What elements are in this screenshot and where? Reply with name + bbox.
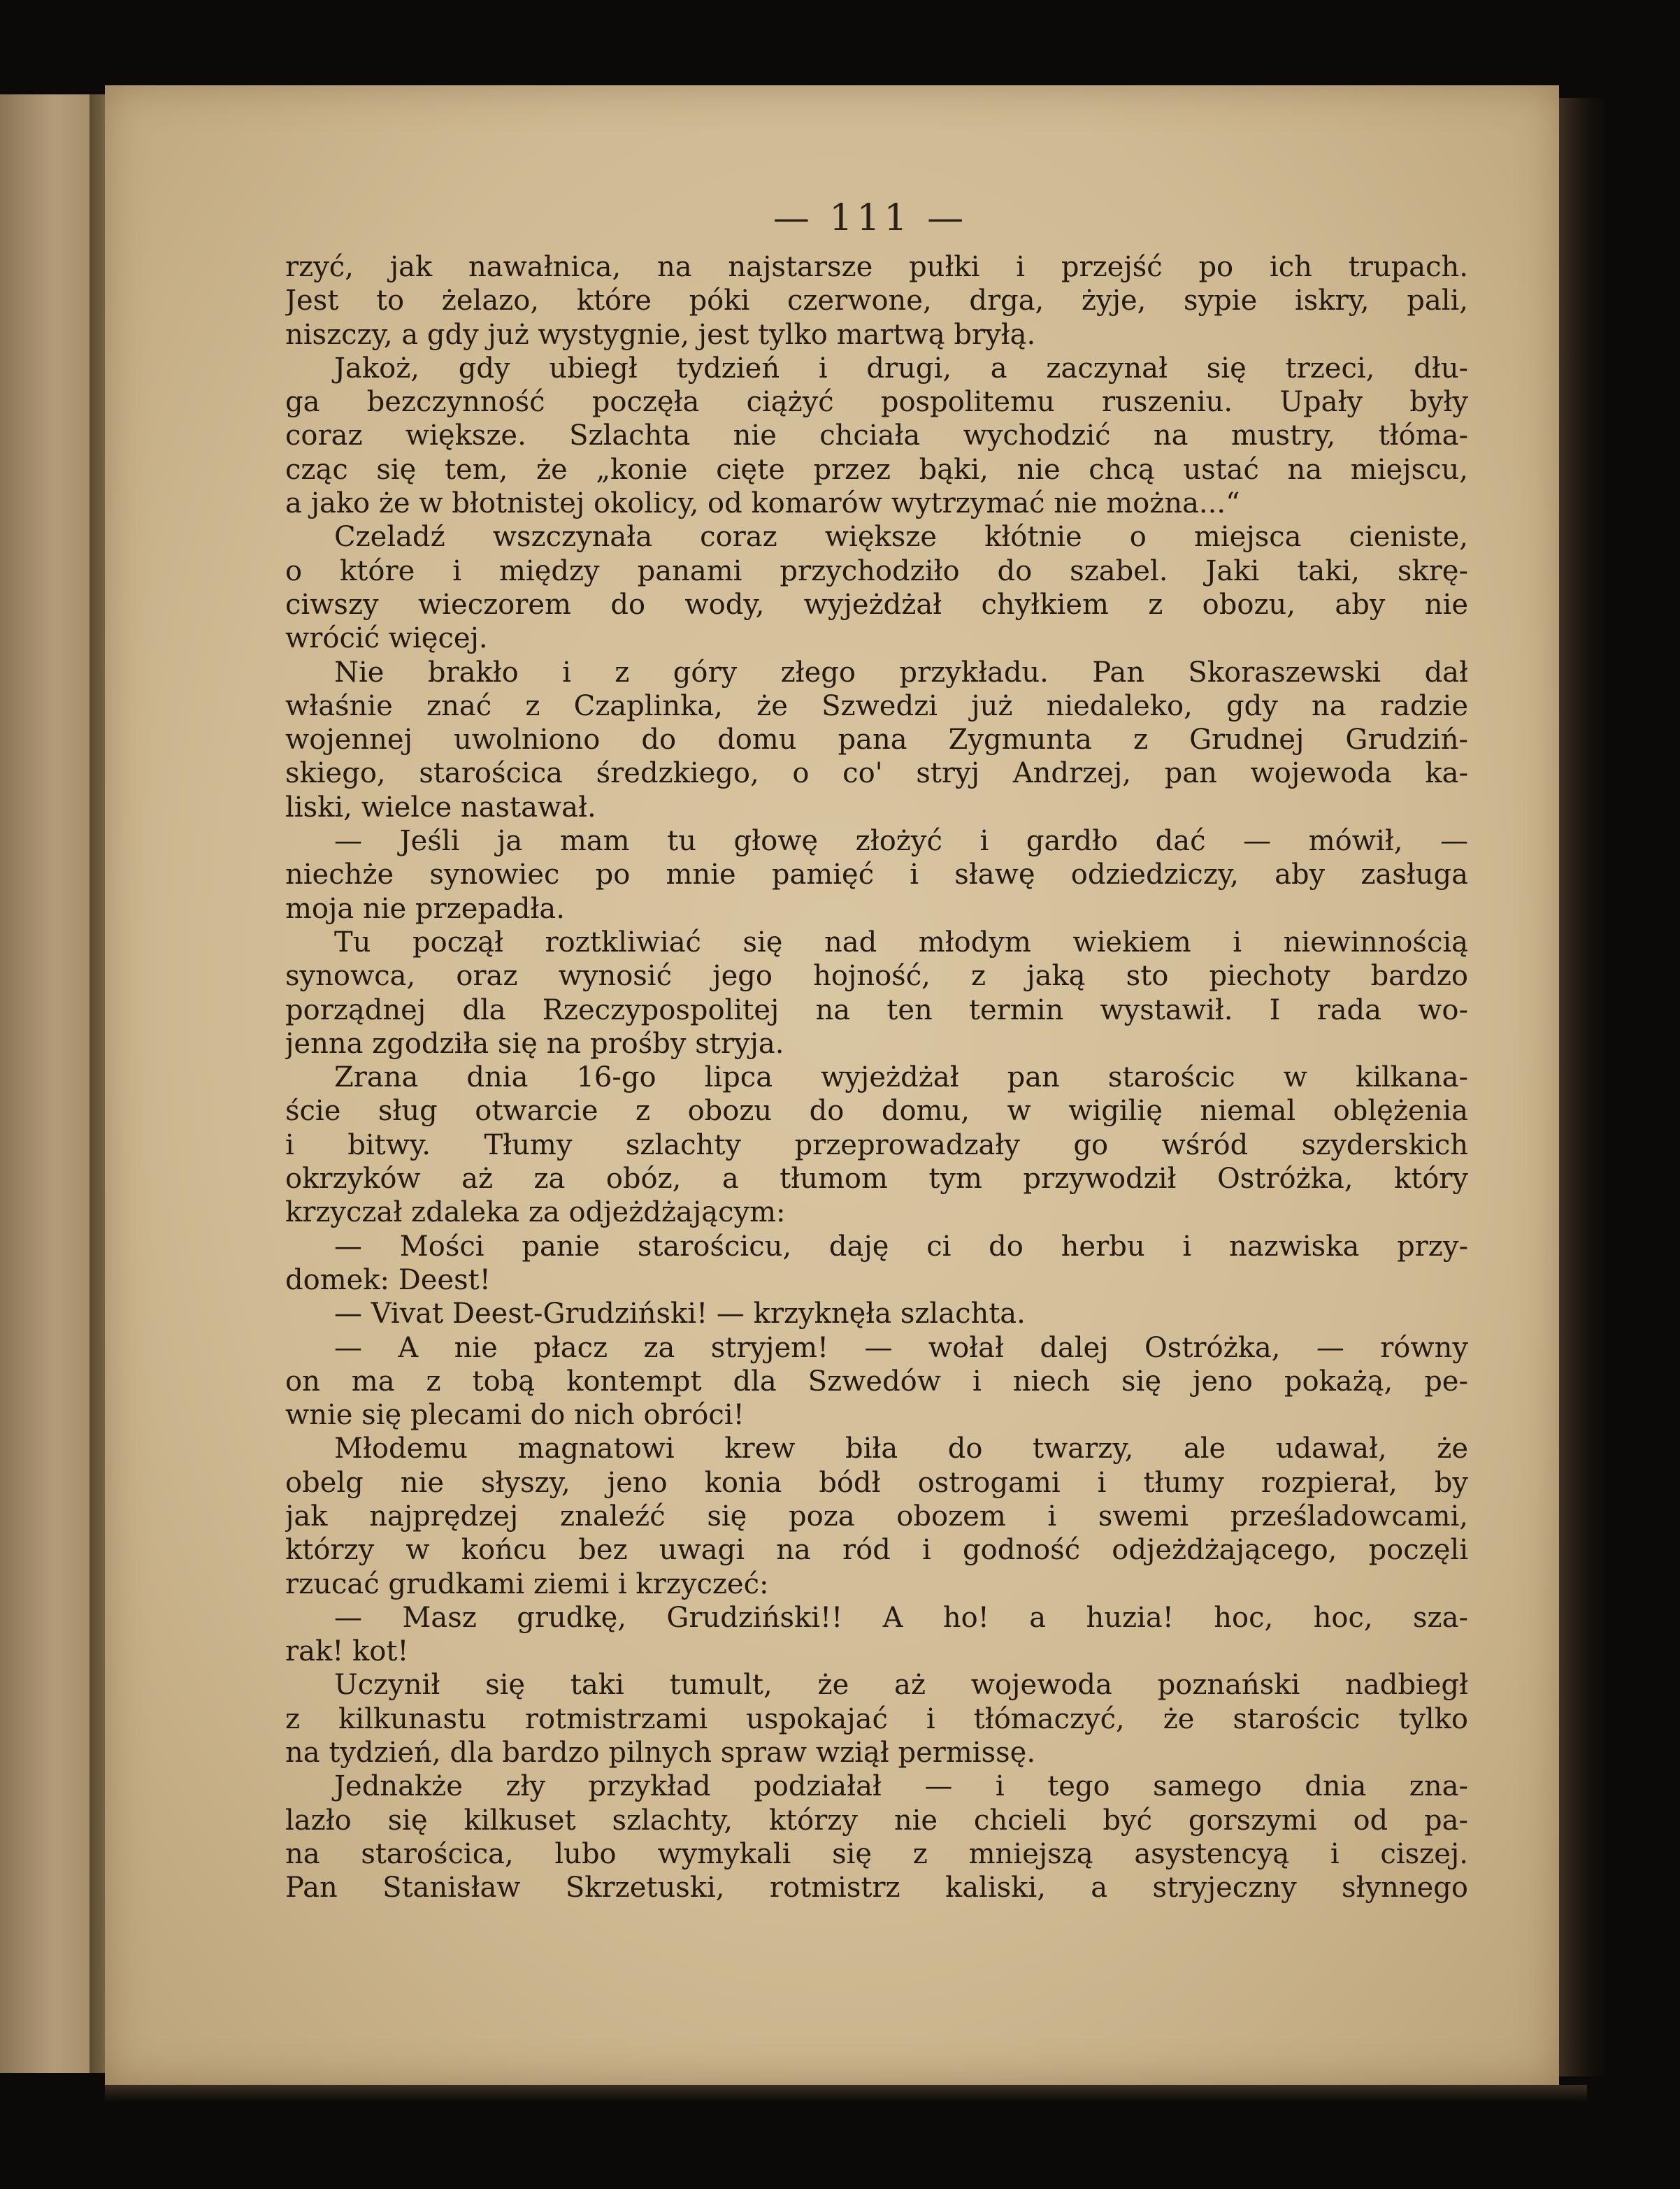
text-line: Czeladź wszczynała coraz większe kłótnie o miejsca cieniste, [334,521,1468,554]
text-line: krzyczał zdaleka za odjeżdżającym: [285,1196,786,1229]
text-line: — Jeśli ja mam tu głowę złożyć i gardło dać — mówił, — [334,825,1468,858]
text-line: obelg nie słyszy, jeno konia bódł ostrogami i tłumy rozpierał, by [285,1466,1468,1499]
text-line: Jest to żelazo, które póki czerwone, drga, żyje, sypie iskry, pali, [285,285,1468,317]
text-line: Młodemu magnatowi krew biła do twarzy, ale udawał, że [334,1433,1468,1465]
text-line: skiego, starościca średzkiego, o co' stryj Andrzej, pan wojewoda ka- [285,757,1468,790]
text-line: — Vivat Deest-Grudziński! — krzyknęła szlachta. [334,1298,1026,1330]
text-line: na starościca, lubo wymykali się z mniejszą asystencyą i ciszej. [285,1837,1468,1870]
text-line: moja nie przepadła. [285,892,565,925]
text-line: i bitwy. Tłumy szlachty przeprowadzały go wśród szyderskich [285,1128,1468,1161]
text-line: na tydzień, dla bardzo pilnych spraw wziął permissę. [285,1737,1036,1770]
text-line: ga bezczynność poczęła ciążyć pospolitemu ruszeniu. Upały były [285,386,1468,419]
text-line: on ma z tobą kontempt dla Szwedów i niech się jeno pokażą, pe- [285,1365,1468,1398]
text-line: o które i między panami przychodziło do szabel. Jaki taki, skrę- [285,554,1468,587]
text-line: porządnej dla Rzeczypospolitej na ten termin wystawił. I rada wo- [285,993,1468,1026]
text-line: a jako że w błotnistej okolicy, od komarów wytrzymać nie można...“ [285,487,1240,520]
left-page-edge [0,94,98,2073]
text-line: właśnie znać z Czaplinka, że Szwedzi już niedaleko, gdy na radzie [285,689,1468,722]
text-line: okrzyków aż za obóz, a tłumom tym przywodził Ostróżka, który [285,1163,1468,1196]
text-line: Jakoż, gdy ubiegł tydzień i drugi, a zaczynał się trzeci, dłu- [334,352,1468,385]
text-line: liski, wielce nastawał. [285,791,596,824]
text-line: Zrana dnia 16-go lipca wyjeżdżał pan starościc w kilkana- [334,1061,1468,1094]
text-line: synowca, oraz wynosić jego hojność, z jaką sto piechoty bardzo [285,960,1468,993]
text-line: Tu począł roztkliwiać się nad młodym wiekiem i niewinnością [334,926,1468,959]
text-line: którzy w końcu bez uwagi na ród i godność odjeżdżającego, poczęli [285,1534,1468,1567]
text-line: Nie brakło i z góry złego przykładu. Pan Skoraszewski dał [334,656,1468,689]
text-line: ciwszy wieczorem do wody, wyjeżdżał chyłkiem z obozu, aby nie [285,588,1468,621]
text-line: z kilkunastu rotmistrzami uspokajać i tłómaczyć, że starościc tylko [285,1702,1468,1735]
text-line: niszczy, a gdy już wystygnie, jest tylko martwą bryłą. [285,318,1036,351]
text-line: jenna zgodziła się na prośby stryja. [285,1027,784,1060]
text-line: — Mości panie starościcu, daję ci do herbu i nazwiska przy- [334,1230,1468,1263]
book-bottom-edge [105,2085,1587,2102]
text-line: rzyć, jak nawałnica, na najstarsze pułki i przejść po ich trupach. [285,251,1468,283]
text-line: — A nie płacz za stryjem! — wołał dalej Ostróżka, — równy [334,1331,1468,1364]
text-line: niechże synowiec po mnie pamięć i sławę odziedziczy, aby zasługa [285,859,1468,891]
text-line: domek: Deest! [285,1263,491,1296]
text-line: Jednakże zły przykład podziałał — i tego samego dnia zna- [334,1770,1468,1803]
page-number: — 111 — [773,197,968,239]
text-line: wnie się plecami do nich obróci! [285,1399,745,1432]
text-line: — Masz grudkę, Grudziński!! A ho! a huzia! hoc, hoc, sza- [334,1601,1468,1634]
text-line: wrócić więcej. [285,622,488,655]
page-text [285,250,1468,1905]
text-line: jak najprędzej znaleźć się poza obozem i swemi prześladowcami, [285,1500,1468,1533]
book-cover-edge [1559,98,1608,2076]
text-line: rzucać grudkami ziemi i krzyczeć: [285,1567,769,1600]
text-line: rak! kot! [285,1635,409,1668]
text-line: lazło się kilkuset szlachty, którzy nie chcieli być gorszymi od pa- [285,1804,1468,1837]
text-line: coraz większe. Szlachta nie chciała wychodzić na mustry, tłóma- [285,419,1468,452]
text-line: wojennej uwolniono do domu pana Zygmunta z Grudnej Grudziń- [285,724,1468,756]
text-line: ście sług otwarcie z obozu do domu, w wigilię niemal oblężenia [285,1095,1468,1128]
text-line: Uczynił się taki tumult, że aż wojewoda poznański nadbiegł [334,1669,1468,1702]
text-line: cząc się tem, że „konie cięte przez bąki, nie chcą ustać na miejscu, [285,453,1468,486]
text-line: Pan Stanisław Skrzetuski, rotmistrz kaliski, a stryjeczny słynnego [285,1872,1468,1904]
